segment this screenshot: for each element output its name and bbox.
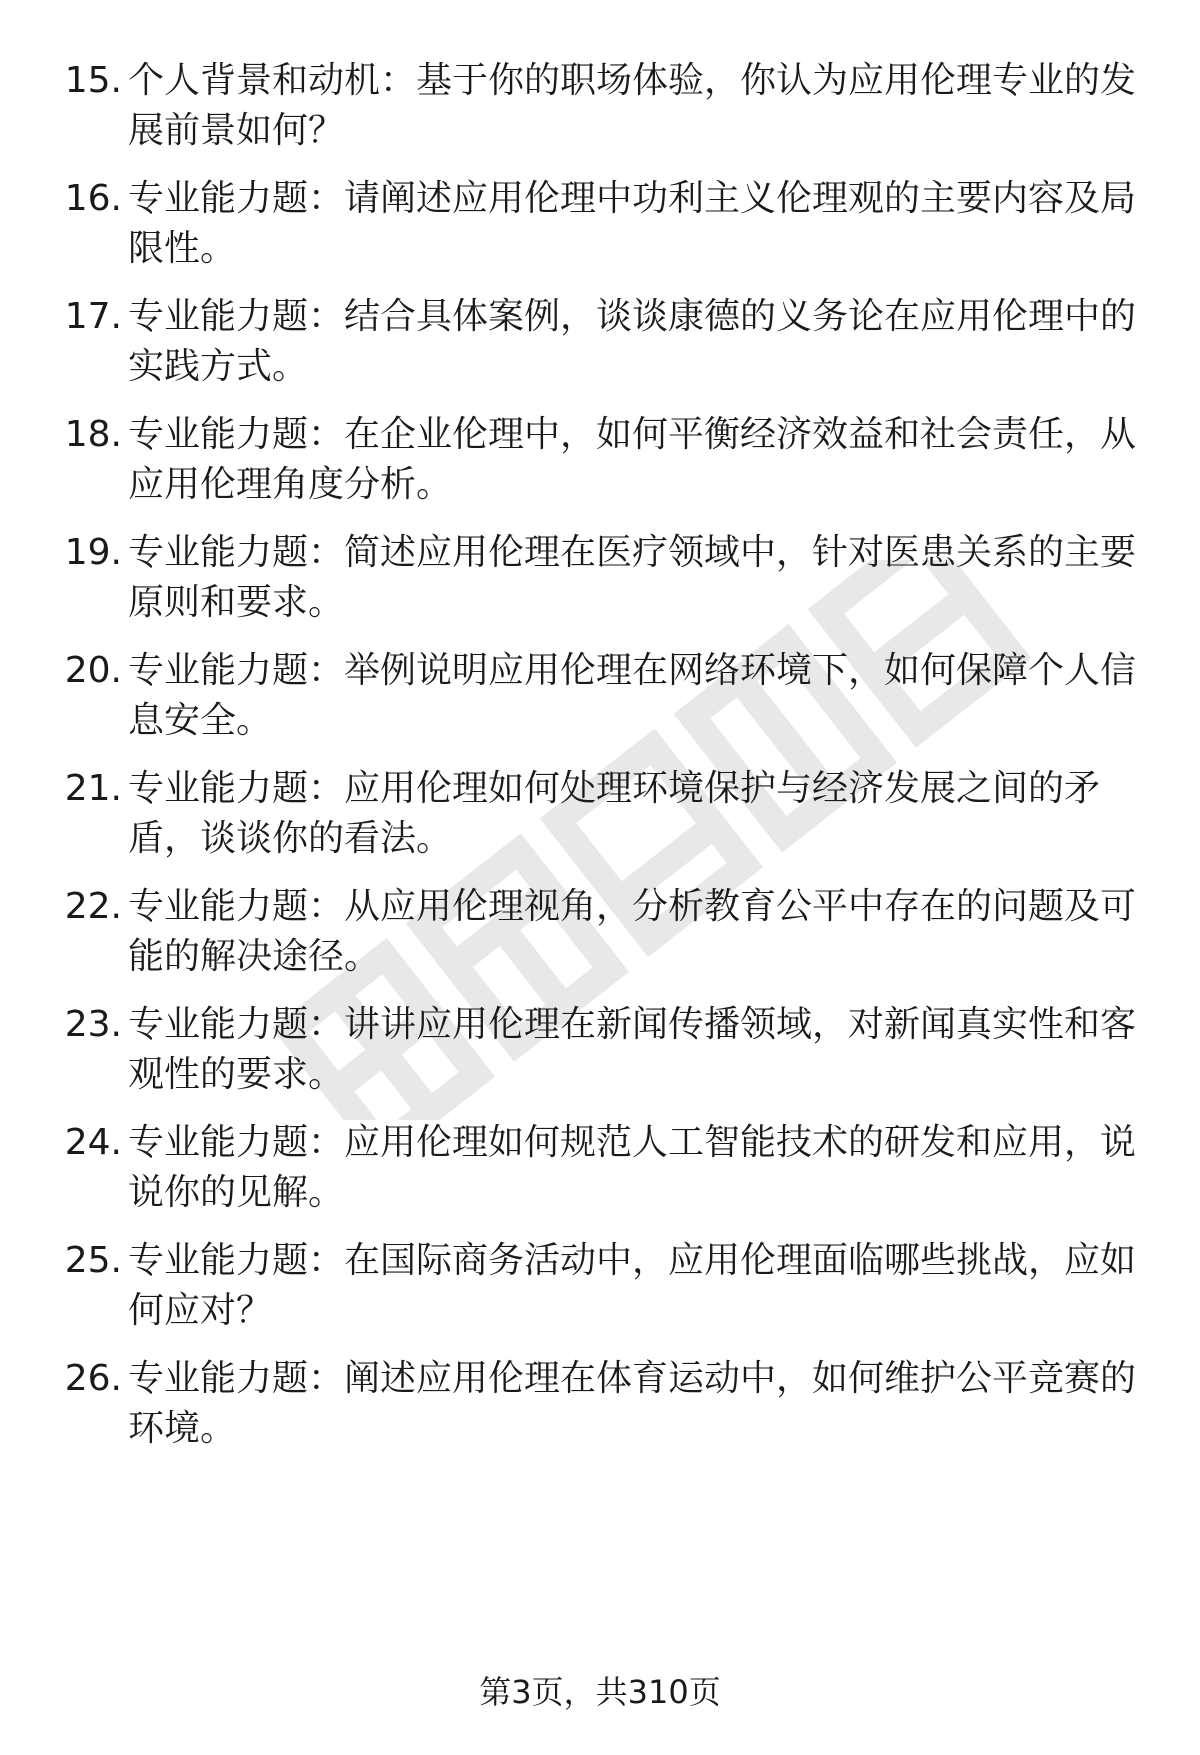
question-number: 15. <box>64 60 122 101</box>
question-number: 23. <box>64 1004 122 1045</box>
question-item <box>0 1236 1200 1346</box>
question-text: 专业能力题：在国际商务活动中，应用伦理面临哪些挑战，应如何应对？ <box>128 1240 1137 1331</box>
question-number: 21. <box>64 768 122 809</box>
question-text: 专业能力题：简述应用伦理在医疗领域中，针对医患关系的主要原则和要求。 <box>128 532 1137 623</box>
question-number: 26. <box>64 1358 122 1399</box>
question-text: 专业能力题：应用伦理如何规范人工智能技术的研发和应用，说说你的见解。 <box>128 1122 1137 1213</box>
question-number: 20. <box>64 650 122 691</box>
question-item <box>0 292 1200 402</box>
question-text: 专业能力题：请阐述应用伦理中功利主义伦理观的主要内容及局限性。 <box>128 178 1137 269</box>
question-text: 专业能力题：从应用伦理视角，分析教育公平中存在的问题及可能的解决途径。 <box>128 886 1137 977</box>
page-number: 第3页，共310页 <box>479 1673 721 1711</box>
question-item <box>0 1000 1200 1110</box>
question-text: 专业能力题：在企业伦理中，如何平衡经济效益和社会责任，从应用伦理角度分析。 <box>128 414 1137 505</box>
question-item <box>0 646 1200 756</box>
question-item <box>0 174 1200 284</box>
question-number: 24. <box>64 1122 122 1163</box>
question-text: 专业能力题：讲讲应用伦理在新闻传播领域，对新闻真实性和客观性的要求。 <box>128 1004 1137 1095</box>
question-text: 专业能力题：应用伦理如何处理环境保护与经济发展之间的矛盾，谈谈你的看法。 <box>128 768 1101 859</box>
question-text: 专业能力题：举例说明应用伦理在网络环境下，如何保障个人信息安全。 <box>128 650 1137 741</box>
question-number: 18. <box>64 414 122 455</box>
question-number: 16. <box>64 178 122 219</box>
question-text: 个人背景和动机：基于你的职场体验，你认为应用伦理专业的发展前景如何？ <box>128 60 1137 151</box>
question-number: 25. <box>64 1240 122 1281</box>
question-text: 专业能力题：阐述应用伦理在体育运动中，如何维护公平竞赛的环境。 <box>128 1358 1137 1449</box>
question-item <box>0 410 1200 520</box>
question-item <box>0 1118 1200 1228</box>
question-item <box>0 1354 1200 1464</box>
question-number: 19. <box>64 532 122 573</box>
question-number: 17. <box>64 296 122 337</box>
question-item <box>0 528 1200 638</box>
question-item <box>0 56 1200 166</box>
question-number: 22. <box>64 886 122 927</box>
question-item <box>0 764 1200 874</box>
question-text: 专业能力题：结合具体案例，谈谈康德的义务论在应用伦理中的实践方式。 <box>128 296 1137 387</box>
question-item <box>0 882 1200 992</box>
